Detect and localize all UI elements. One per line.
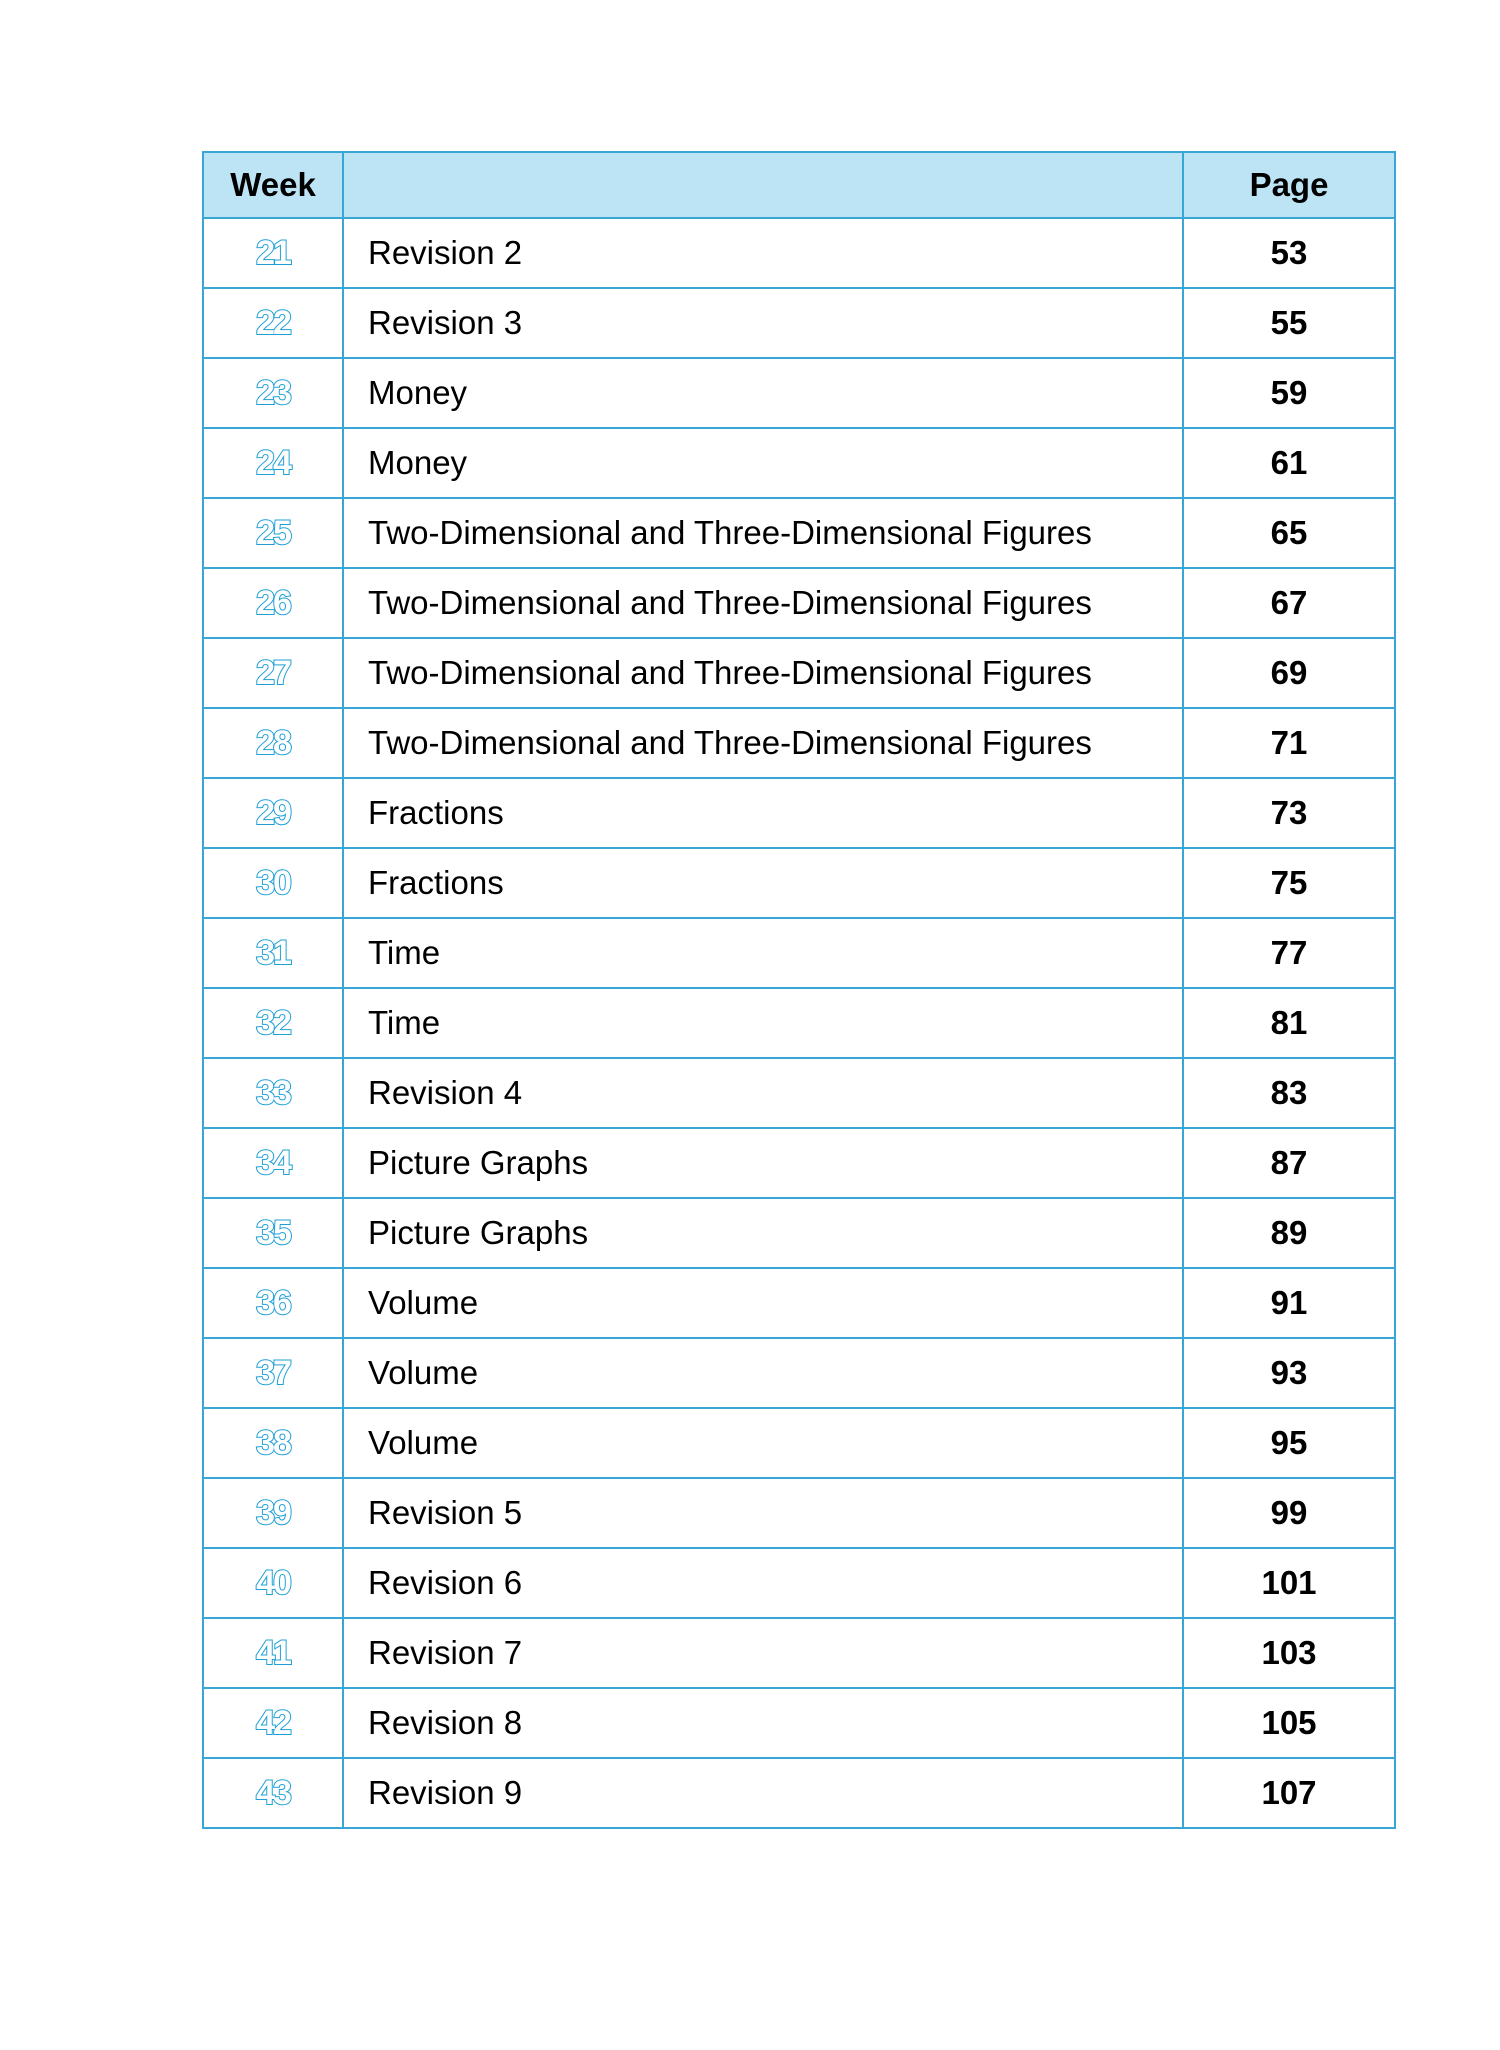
week-cell — [203, 1128, 343, 1198]
table-row — [203, 1688, 1395, 1758]
table-row — [203, 358, 1395, 428]
table-row — [203, 1408, 1395, 1478]
week-column-header: Week — [203, 152, 343, 218]
week-number: 23 — [256, 373, 290, 412]
week-number: 39 — [256, 1493, 290, 1532]
week-cell — [203, 1478, 343, 1548]
week-number: 27 — [256, 653, 290, 692]
table-row — [203, 498, 1395, 568]
topic-cell: Volume — [343, 1268, 1183, 1338]
week-cell — [203, 1408, 343, 1478]
page-number: 87 — [1270, 1144, 1308, 1181]
week-cell — [203, 638, 343, 708]
page-number: 55 — [1270, 304, 1308, 341]
page-number: 71 — [1270, 724, 1308, 761]
page-number: 73 — [1270, 794, 1308, 831]
page-cell — [1183, 1058, 1395, 1128]
topic-cell: Two-Dimensional and Three-Dimensional Figures — [343, 498, 1183, 568]
week-cell — [203, 1058, 343, 1128]
topic-cell: Revision 2 — [343, 218, 1183, 288]
week-cell — [203, 498, 343, 568]
header-row — [203, 152, 1395, 218]
week-number: 41 — [256, 1633, 290, 1672]
page-cell — [1183, 1478, 1395, 1548]
page-number: 101 — [1261, 1564, 1317, 1601]
week-number: 29 — [256, 793, 290, 832]
topic-column-header — [343, 152, 1183, 218]
topic-cell: Revision 4 — [343, 1058, 1183, 1128]
week-number: 34 — [256, 1143, 290, 1182]
topic-cell: Revision 7 — [343, 1618, 1183, 1688]
page-cell — [1183, 638, 1395, 708]
week-cell — [203, 288, 343, 358]
topic-cell: Volume — [343, 1408, 1183, 1478]
page-cell — [1183, 218, 1395, 288]
page-cell — [1183, 1338, 1395, 1408]
table-body — [203, 218, 1395, 1828]
week-cell — [203, 778, 343, 848]
table-row — [203, 1618, 1395, 1688]
page-cell — [1183, 428, 1395, 498]
page-number: 67 — [1270, 584, 1308, 621]
page-number: 75 — [1270, 864, 1308, 901]
page-cell — [1183, 498, 1395, 568]
page-number: 53 — [1270, 234, 1308, 271]
topic-cell: Two-Dimensional and Three-Dimensional Figures — [343, 638, 1183, 708]
topic-cell: Revision 6 — [343, 1548, 1183, 1618]
page-number: 93 — [1270, 1354, 1308, 1391]
page-number: 59 — [1270, 374, 1308, 411]
table-row — [203, 218, 1395, 288]
topic-cell: Fractions — [343, 848, 1183, 918]
page-cell — [1183, 288, 1395, 358]
table-row — [203, 848, 1395, 918]
week-number: 43 — [256, 1773, 290, 1812]
table-row — [203, 428, 1395, 498]
week-cell — [203, 708, 343, 778]
page-cell — [1183, 708, 1395, 778]
table-row — [203, 1128, 1395, 1198]
week-number: 38 — [256, 1423, 290, 1462]
week-number: 30 — [256, 863, 290, 902]
topic-cell: Revision 3 — [343, 288, 1183, 358]
week-number: 37 — [256, 1353, 290, 1392]
table-row — [203, 708, 1395, 778]
page-cell — [1183, 988, 1395, 1058]
week-number: 22 — [256, 303, 290, 342]
topic-cell: Revision 9 — [343, 1758, 1183, 1828]
page-cell — [1183, 358, 1395, 428]
table-row — [203, 918, 1395, 988]
week-cell — [203, 1618, 343, 1688]
table-row — [203, 778, 1395, 848]
page-cell — [1183, 1408, 1395, 1478]
page-number: 65 — [1270, 514, 1308, 551]
topic-cell: Fractions — [343, 778, 1183, 848]
topic-cell: Money — [343, 428, 1183, 498]
page-cell — [1183, 1618, 1395, 1688]
page-cell — [1183, 848, 1395, 918]
page-cell — [1183, 1268, 1395, 1338]
topic-cell: Two-Dimensional and Three-Dimensional Figures — [343, 708, 1183, 778]
table-row — [203, 1058, 1395, 1128]
week-cell — [203, 358, 343, 428]
table-row — [203, 1478, 1395, 1548]
week-number: 33 — [256, 1073, 290, 1112]
page-cell — [1183, 1198, 1395, 1268]
page-number: 81 — [1270, 1004, 1308, 1041]
page-cell — [1183, 778, 1395, 848]
page-cell — [1183, 568, 1395, 638]
week-number: 42 — [256, 1703, 290, 1742]
page-number: 83 — [1270, 1074, 1308, 1111]
table-of-contents — [202, 151, 1396, 1829]
week-cell — [203, 918, 343, 988]
week-cell — [203, 988, 343, 1058]
topic-cell: Picture Graphs — [343, 1198, 1183, 1268]
page-cell — [1183, 1758, 1395, 1828]
page-number: 107 — [1261, 1774, 1317, 1811]
week-number: 32 — [256, 1003, 290, 1042]
page-number: 69 — [1270, 654, 1308, 691]
week-cell — [203, 1688, 343, 1758]
page-column-header: Page — [1183, 152, 1395, 218]
page-number: 95 — [1270, 1424, 1308, 1461]
page-number: 105 — [1261, 1704, 1317, 1741]
topic-cell: Time — [343, 918, 1183, 988]
page-number: 61 — [1270, 444, 1308, 481]
page-number: 103 — [1261, 1634, 1317, 1671]
week-cell — [203, 1548, 343, 1618]
topic-cell: Two-Dimensional and Three-Dimensional Figures — [343, 568, 1183, 638]
page-cell — [1183, 1548, 1395, 1618]
week-cell — [203, 1758, 343, 1828]
page-cell — [1183, 918, 1395, 988]
topic-cell: Time — [343, 988, 1183, 1058]
table-row — [203, 1268, 1395, 1338]
week-number: 21 — [256, 233, 290, 272]
page-number: 77 — [1270, 934, 1308, 971]
week-cell — [203, 218, 343, 288]
table-row — [203, 1338, 1395, 1408]
week-number: 40 — [256, 1563, 290, 1602]
page-cell — [1183, 1128, 1395, 1198]
table-row — [203, 638, 1395, 708]
week-number: 24 — [256, 443, 290, 482]
week-number: 31 — [256, 933, 290, 972]
week-number: 25 — [256, 513, 290, 552]
table-row — [203, 1548, 1395, 1618]
table-row — [203, 568, 1395, 638]
topic-cell: Revision 5 — [343, 1478, 1183, 1548]
table-row — [203, 288, 1395, 358]
week-number: 36 — [256, 1283, 290, 1322]
week-number: 35 — [256, 1213, 290, 1252]
week-cell — [203, 848, 343, 918]
topic-cell: Money — [343, 358, 1183, 428]
page-number: 99 — [1270, 1494, 1308, 1531]
topic-cell: Revision 8 — [343, 1688, 1183, 1758]
week-number: 26 — [256, 583, 290, 622]
week-cell — [203, 1268, 343, 1338]
week-cell — [203, 1198, 343, 1268]
table-row — [203, 1758, 1395, 1828]
topic-cell: Picture Graphs — [343, 1128, 1183, 1198]
topic-cell: Volume — [343, 1338, 1183, 1408]
table-row — [203, 1198, 1395, 1268]
table-row — [203, 988, 1395, 1058]
week-cell — [203, 568, 343, 638]
page-cell — [1183, 1688, 1395, 1758]
week-cell — [203, 1338, 343, 1408]
page-number: 91 — [1270, 1284, 1308, 1321]
page-number: 89 — [1270, 1214, 1308, 1251]
week-cell — [203, 428, 343, 498]
week-number: 28 — [256, 723, 290, 762]
